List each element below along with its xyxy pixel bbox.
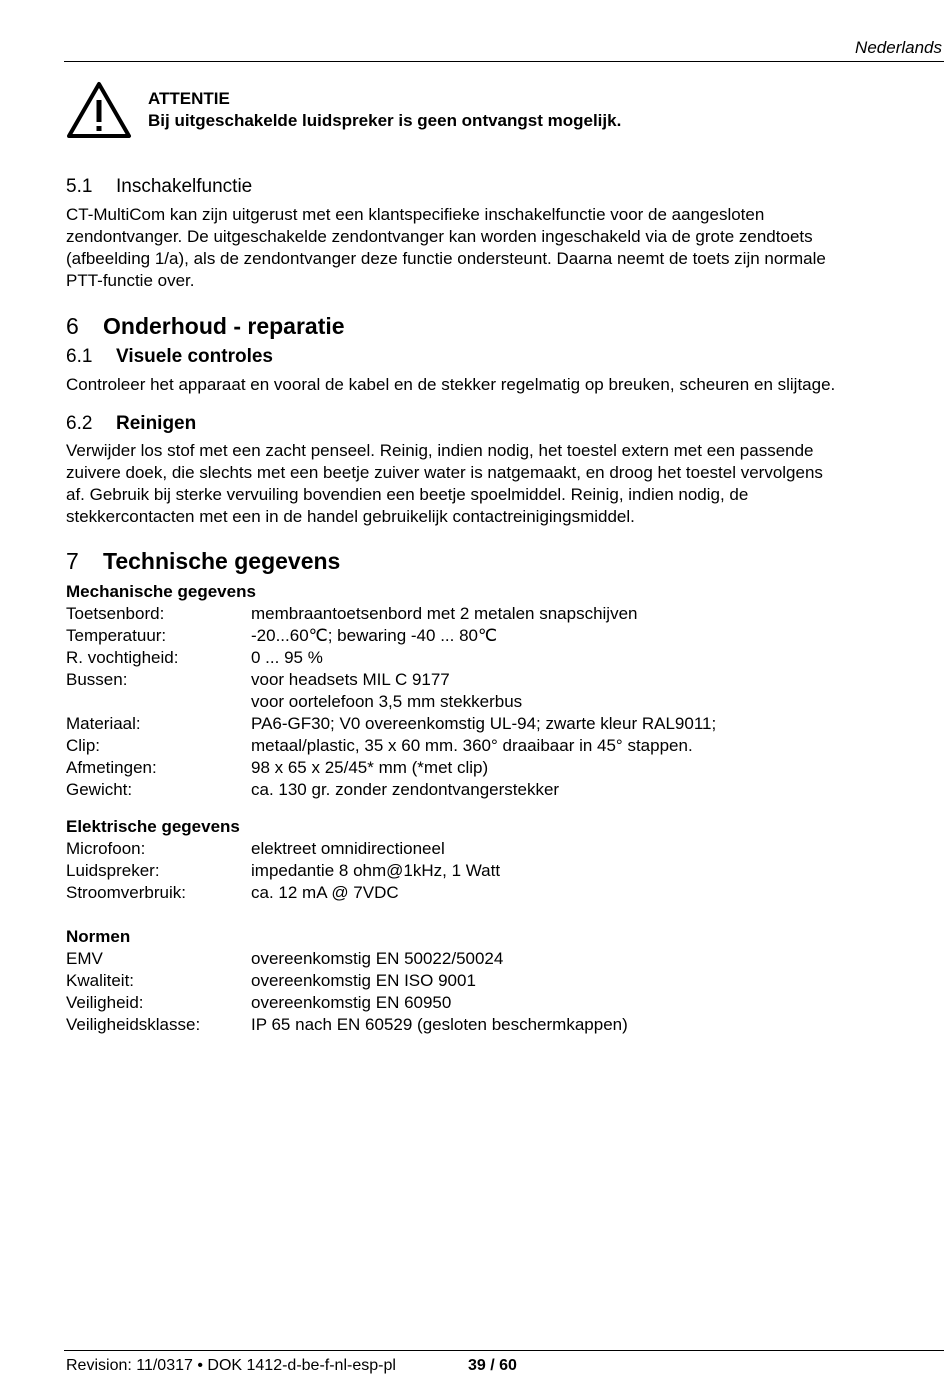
text-line: af. Gebruik bij sterke vervuiling bovendien een beetje spoelmiddel. Reinig, indien nodig, de (66, 485, 749, 504)
section-5-1-heading (66, 175, 938, 199)
header-language: Nederlands (855, 38, 942, 57)
section-title: Inschakelfunctie (116, 176, 253, 197)
text-line: zendontvanger. De uitgeschakelde zendontvanger kan worden ingeschakeld via de grote zendtoets (66, 227, 813, 246)
section-7-heading (66, 547, 938, 575)
spec-key: Microfoon: (66, 839, 146, 858)
spec-key: Stroomverbruik: (66, 883, 186, 902)
text-line: PTT-functie over. (66, 271, 195, 290)
spec-value: PA6-GF30; V0 overeenkomstig UL-94; zwarte kleur RAL9011; (251, 714, 717, 733)
footer-rule (64, 1350, 944, 1351)
spec-value: overeenkomstig EN ISO 9001 (251, 971, 476, 990)
section-6-heading (66, 312, 938, 340)
warning-title: ATTENTIE (148, 89, 230, 108)
page-number: 39 / 60 (468, 1357, 517, 1374)
spec-value: voor oortelefoon 3,5 mm stekkerbus (251, 692, 523, 711)
spec-value: membraantoetsenbord met 2 metalen snapschijven (251, 604, 638, 623)
spec-value: 0 ... 95 % (251, 648, 323, 667)
section-6-2-heading (66, 412, 938, 436)
norms-heading: Normen (66, 927, 131, 946)
spec-value: elektreet omnidirectioneel (251, 839, 445, 858)
footer (66, 1356, 517, 1376)
spec-key: Kwaliteit: (66, 971, 135, 990)
spec-value: ca. 130 gr. zonder zendontvangerstekker (251, 780, 560, 799)
text-line: stekkercontacten met een in de handel gebruikelijk contactreinigingsmiddel. (66, 507, 635, 526)
warning-icon (66, 80, 132, 140)
spec-value: impedantie 8 ohm@1kHz, 1 Watt (251, 861, 501, 880)
section-6-1-heading (66, 345, 938, 369)
text-line: Controleer het apparaat en vooral de kabel en de stekker regelmatig op breuken, scheuren en slijtage. (66, 375, 836, 394)
section-5-1 (66, 175, 938, 292)
section-number: 6.2 (66, 413, 93, 434)
footer-revision: Revision: 11/0317 • DOK 1412-d-be-f-nl-esp-pl (66, 1357, 396, 1374)
spec-key: Veiligheid: (66, 993, 144, 1012)
section-5-1-body (66, 204, 938, 292)
header-rule (64, 61, 944, 62)
section-6-2-body (66, 440, 938, 528)
spec-value: overeenkomstig EN 60950 (251, 993, 452, 1012)
section-6 (66, 312, 938, 340)
text-line: Verwijder los stof met een zacht penseel. Reinig, indien nodig, het toestel extern met een passende (66, 441, 814, 460)
spec-key: Veiligheidsklasse: (66, 1015, 201, 1034)
text-line: (afbeelding 1/a), als de zendontvanger deze functie ondersteunt. Daarna neemt de toets zijn normale (66, 249, 826, 268)
spec-key: R. vochtigheid: (66, 648, 179, 667)
spec-key: Toetsenbord: (66, 604, 165, 623)
section-title: Reinigen (116, 413, 197, 434)
spec-value: voor headsets MIL C 9177 (251, 670, 450, 689)
section-6-1 (66, 345, 938, 396)
section-title: Visuele controles (116, 346, 273, 367)
text-line: CT-MultiCom kan zijn uitgerust met een klantspecifieke inschakelfunctie voor de aangesloten (66, 205, 765, 224)
spec-key: Bussen: (66, 670, 128, 689)
spec-key: Clip: (66, 736, 101, 755)
spec-value: metaal/plastic, 35 x 60 mm. 360° draaibaar in 45° stappen. (251, 736, 693, 755)
mechanical-heading: Mechanische gegevens (66, 582, 256, 601)
section-title: Technische gegevens (103, 548, 341, 574)
section-title: Onderhoud - reparatie (103, 313, 345, 339)
section-6-2 (66, 412, 938, 528)
spec-key: Materiaal: (66, 714, 141, 733)
section-number: 6.1 (66, 346, 93, 367)
spec-key: Luidspreker: (66, 861, 160, 880)
text-line: zuivere doek, die slechts met een beetje zuiver water is natgemaakt, en droog het toestel vervolgens (66, 463, 823, 482)
spec-key: Afmetingen: (66, 758, 157, 777)
section-number: 6 (66, 313, 79, 339)
spec-key: EMV (66, 949, 103, 968)
section-number: 7 (66, 548, 79, 574)
spec-value: overeenkomstig EN 50022/50024 (251, 949, 504, 968)
spec-value: ca. 12 mA @ 7VDC (251, 883, 399, 902)
spec-value: IP 65 nach EN 60529 (gesloten beschermkappen) (251, 1015, 628, 1034)
section-7 (66, 547, 938, 575)
section-6-1-body (66, 374, 938, 396)
spec-value: 98 x 65 x 25/45* mm (*met clip) (251, 758, 489, 777)
spec-key: Gewicht: (66, 780, 133, 799)
spec-value: -20...60℃; bewaring -40 ... 80℃ (251, 626, 498, 645)
electrical-heading: Elektrische gegevens (66, 817, 240, 836)
section-number: 5.1 (66, 176, 93, 197)
warning-message: Bij uitgeschakelde luidspreker is geen ontvangst mogelijk. (148, 111, 622, 130)
warning-text (148, 88, 621, 132)
spec-key: Temperatuur: (66, 626, 167, 645)
